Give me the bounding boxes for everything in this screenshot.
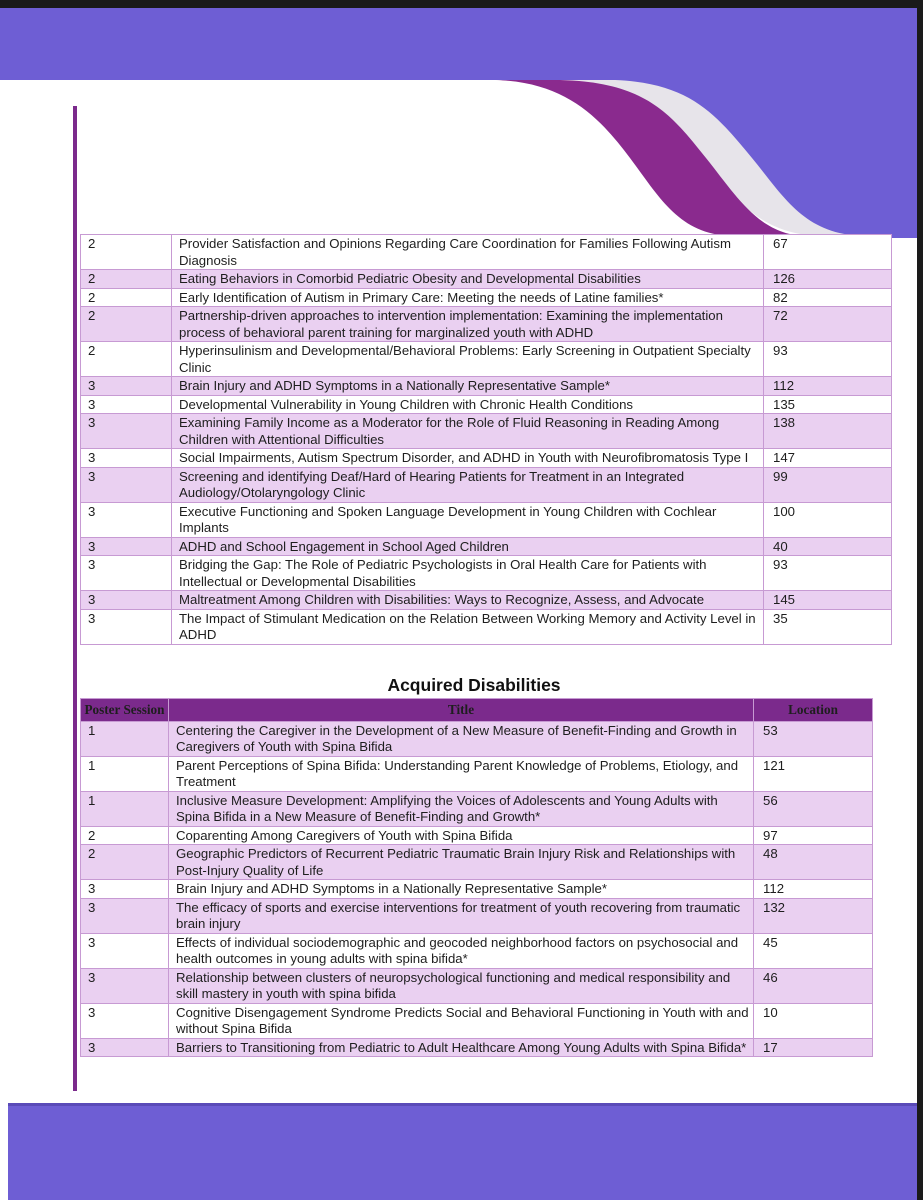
title-cell: Brain Injury and ADHD Symptoms in a Nationally Representative Sample*	[172, 377, 764, 396]
document-page	[0, 8, 923, 1200]
title-cell: Coparenting Among Caregivers of Youth with Spina Bifida	[169, 826, 754, 845]
title-cell: Cognitive Disengagement Syndrome Predicts Social and Behavioral Functioning in Youth with and without Spina Bifida	[169, 1003, 754, 1038]
table-row	[81, 377, 892, 396]
top-wave-banner	[0, 8, 923, 238]
title-cell: The efficacy of sports and exercise interventions for treatment of youth recovering from traumatic brain injury	[169, 898, 754, 933]
table-row	[81, 270, 892, 289]
title-cell: Effects of individual sociodemographic and geocoded neighborhood factors on psychosocial and health outcomes in young adults with spina bifida*	[169, 933, 754, 968]
location-cell: 82	[764, 288, 892, 307]
left-accent-rule	[73, 106, 77, 1091]
title-cell: Early Identification of Autism in Primary Care: Meeting the needs of Latine families*	[172, 288, 764, 307]
title-cell: Parent Perceptions of Spina Bifida: Understanding Parent Knowledge of Problems, Etiology, and Treatment	[169, 756, 754, 791]
location-cell: 17	[754, 1038, 873, 1057]
title-cell: Centering the Caregiver in the Development of a New Measure of Benefit-Finding and Growth in Caregivers of Youth with Spina Bifida	[169, 721, 754, 756]
location-cell: 72	[764, 307, 892, 342]
table-row	[81, 502, 892, 537]
title-cell: Inclusive Measure Development: Amplifying the Voices of Adolescents and Young Adults with Spina Bifida in a New Measure of Benefit-Finding and Growth*	[169, 791, 754, 826]
table-row	[81, 1038, 873, 1057]
table-row	[81, 609, 892, 644]
location-cell: 53	[754, 721, 873, 756]
location-cell: 112	[754, 880, 873, 899]
bottom-banner	[8, 1103, 917, 1200]
title-cell: The Impact of Stimulant Medication on the Relation Between Working Memory and Activity Level in ADHD	[172, 609, 764, 644]
session-cell: 2	[81, 845, 169, 880]
session-cell: 3	[81, 449, 172, 468]
header-title: Title	[169, 699, 754, 722]
table-row	[81, 591, 892, 610]
session-cell: 1	[81, 791, 169, 826]
title-cell: Partnership-driven approaches to intervention implementation: Examining the implementation process of behavioral parent training for marginalized youth with ADHD	[172, 307, 764, 342]
title-cell: Brain Injury and ADHD Symptoms in a Nationally Representative Sample*	[169, 880, 754, 899]
window-edge	[917, 8, 923, 1200]
table-row	[81, 342, 892, 377]
table-row	[81, 556, 892, 591]
location-cell: 126	[764, 270, 892, 289]
title-cell: Hyperinsulinism and Developmental/Behavioral Problems: Early Screening in Outpatient Specialty Clinic	[172, 342, 764, 377]
location-cell: 99	[764, 467, 892, 502]
location-cell: 100	[764, 502, 892, 537]
location-cell: 10	[754, 1003, 873, 1038]
bottom-banner-edge	[8, 1103, 917, 1106]
session-cell: 2	[81, 235, 172, 270]
table-row	[81, 933, 873, 968]
session-cell: 3	[81, 502, 172, 537]
session-cell: 3	[81, 377, 172, 396]
session-cell: 3	[81, 880, 169, 899]
table-row	[81, 880, 873, 899]
location-cell: 67	[764, 235, 892, 270]
location-cell: 132	[754, 898, 873, 933]
title-cell: Relationship between clusters of neuropsychological functioning and medical responsibility and skill mastery in youth with spina bifida	[169, 968, 754, 1003]
session-cell: 3	[81, 414, 172, 449]
table-row	[81, 791, 873, 826]
session-cell: 3	[81, 591, 172, 610]
session-cell: 3	[81, 968, 169, 1003]
title-cell: Bridging the Gap: The Role of Pediatric Psychologists in Oral Health Care for Patients with Intellectual or Developmental Disabilities	[172, 556, 764, 591]
session-cell: 3	[81, 1038, 169, 1057]
session-cell: 3	[81, 898, 169, 933]
session-cell: 3	[81, 933, 169, 968]
title-cell: Geographic Predictors of Recurrent Pediatric Traumatic Brain Injury Risk and Relationships with Post-Injury Quality of Life	[169, 845, 754, 880]
location-cell: 40	[764, 537, 892, 556]
title-cell: Eating Behaviors in Comorbid Pediatric Obesity and Developmental Disabilities	[172, 270, 764, 289]
table-row	[81, 968, 873, 1003]
location-cell: 46	[754, 968, 873, 1003]
title-cell: Executive Functioning and Spoken Language Development in Young Children with Cochlear Implants	[172, 502, 764, 537]
location-cell: 56	[754, 791, 873, 826]
session-cell: 2	[81, 307, 172, 342]
location-cell: 45	[754, 933, 873, 968]
location-cell: 145	[764, 591, 892, 610]
session-cell: 2	[81, 342, 172, 377]
header-poster-session: Poster Session	[81, 699, 169, 722]
session-cell: 3	[81, 537, 172, 556]
location-cell: 93	[764, 342, 892, 377]
location-cell: 48	[754, 845, 873, 880]
table-header-row	[81, 699, 873, 722]
session-cell: 1	[81, 721, 169, 756]
table-row	[81, 1003, 873, 1038]
table-row	[81, 756, 873, 791]
title-cell: Social Impairments, Autism Spectrum Disorder, and ADHD in Youth with Neurofibromatosis Type I	[172, 449, 764, 468]
location-cell: 138	[764, 414, 892, 449]
title-cell: Maltreatment Among Children with Disabilities: Ways to Recognize, Assess, and Advocate	[172, 591, 764, 610]
location-cell: 112	[764, 377, 892, 396]
table-row	[81, 288, 892, 307]
table-row	[81, 826, 873, 845]
location-cell: 121	[754, 756, 873, 791]
table-row	[81, 845, 873, 880]
session-cell: 3	[81, 1003, 169, 1038]
table-row	[81, 395, 892, 414]
session-cell: 2	[81, 270, 172, 289]
table-row	[81, 721, 873, 756]
title-cell: Screening and identifying Deaf/Hard of Hearing Patients for Treatment in an Integrated Audiology/Otolaryngology Clinic	[172, 467, 764, 502]
header-location: Location	[754, 699, 873, 722]
title-cell: Provider Satisfaction and Opinions Regarding Care Coordination for Families Following Autism Diagnosis	[172, 235, 764, 270]
session-cell: 3	[81, 395, 172, 414]
poster-table-continued	[80, 234, 892, 645]
title-cell: ADHD and School Engagement in School Aged Children	[172, 537, 764, 556]
session-cell: 3	[81, 556, 172, 591]
location-cell: 97	[754, 826, 873, 845]
title-cell: Examining Family Income as a Moderator for the Role of Fluid Reasoning in Reading Among Children with Attentional Difficulties	[172, 414, 764, 449]
session-cell: 3	[81, 609, 172, 644]
section-title: Acquired Disabilities	[387, 675, 561, 695]
title-cell: Developmental Vulnerability in Young Children with Chronic Health Conditions	[172, 395, 764, 414]
session-cell: 3	[81, 467, 172, 502]
location-cell: 35	[764, 609, 892, 644]
table-row	[81, 307, 892, 342]
session-cell: 2	[81, 826, 169, 845]
table-row	[81, 414, 892, 449]
acquired-disabilities-table	[80, 698, 873, 1057]
table-row	[81, 467, 892, 502]
location-cell: 147	[764, 449, 892, 468]
location-cell: 135	[764, 395, 892, 414]
table-row	[81, 898, 873, 933]
session-cell: 1	[81, 756, 169, 791]
location-cell: 93	[764, 556, 892, 591]
table-row	[81, 537, 892, 556]
table-row	[81, 235, 892, 270]
session-cell: 2	[81, 288, 172, 307]
title-cell: Barriers to Transitioning from Pediatric to Adult Healthcare Among Young Adults with Spina Bifida*	[169, 1038, 754, 1057]
table-row	[81, 449, 892, 468]
